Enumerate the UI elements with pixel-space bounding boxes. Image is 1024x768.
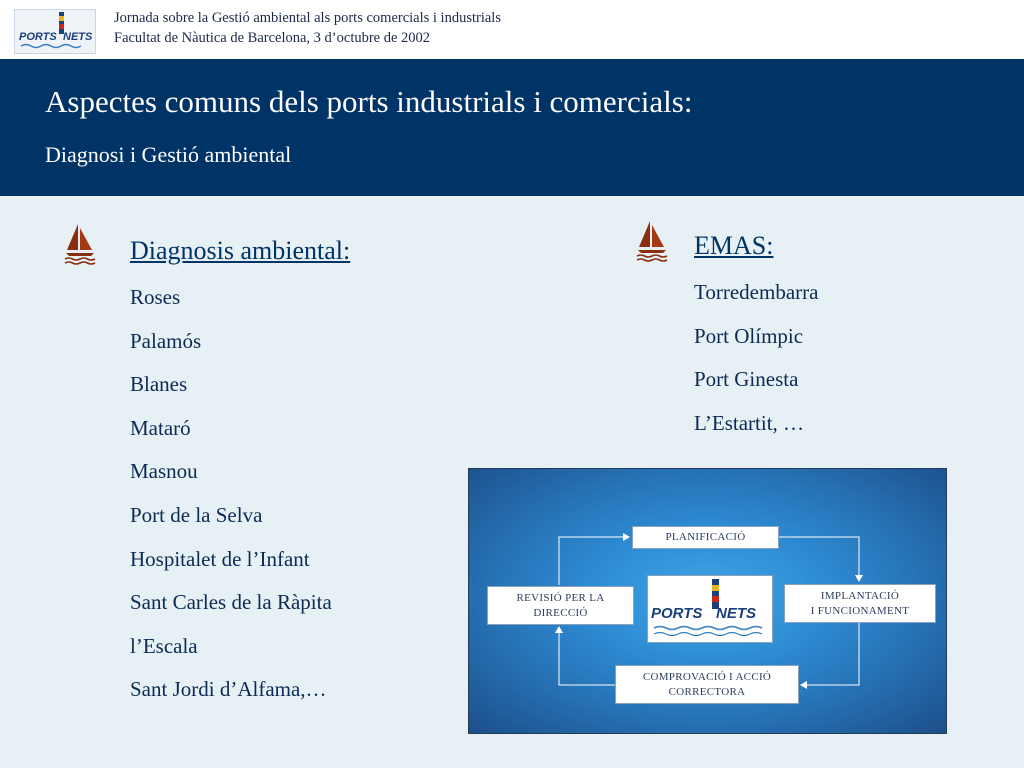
sailboat-bullet-icon <box>636 219 668 263</box>
list-item: Hospitalet de l’Infant <box>130 546 310 571</box>
list-item: Sant Carles de la Ràpita <box>130 590 332 615</box>
list-item: Mataró <box>130 415 191 440</box>
title-band <box>0 59 1024 196</box>
emas-port-list <box>694 279 818 453</box>
list-item: Port Olímpic <box>694 323 804 348</box>
planificacio-box: PLANIFICACIÓ <box>632 526 779 549</box>
slide-subtitle: Diagnosi i Gestió ambiental <box>45 142 292 167</box>
list-item: Masnou <box>130 459 198 484</box>
event-venue: Facultat de Nàutica de Barcelona, 3 d’octubre de 2002 <box>114 30 431 46</box>
list-item: L’Estartit, … <box>694 410 805 435</box>
slide-title: Aspectes comuns dels ports industrials i comercials: <box>45 84 693 119</box>
list-item: Torredembarra <box>694 280 819 304</box>
list-item: Port Ginesta <box>694 367 799 392</box>
emas-heading: EMAS: <box>694 231 774 260</box>
list-item: Palamós <box>130 328 202 353</box>
ports-nets-logo <box>647 575 773 643</box>
diagnosis-heading: Diagnosis ambiental: <box>130 236 351 265</box>
list-item: Port de la Selva <box>130 502 263 527</box>
list-item: Sant Jordi d’Alfama,… <box>130 677 327 702</box>
event-header <box>0 0 1024 59</box>
ports-nets-logo <box>14 9 96 54</box>
svg-text:PORTS: PORTS <box>19 31 57 43</box>
management-cycle-diagram <box>468 468 947 734</box>
implantacio-box: IMPLANTACIÓ I FUNCIONAMENT <box>784 584 936 623</box>
diagnosis-port-list <box>130 284 332 720</box>
event-title: Jornada sobre la Gestió ambiental als ports comercials i industrials <box>114 10 501 26</box>
list-item: Roses <box>130 285 181 309</box>
list-item: Blanes <box>130 372 188 397</box>
svg-text:PORTS: PORTS <box>651 605 703 622</box>
svg-text:NETS: NETS <box>716 605 757 622</box>
list-item: l’Escala <box>130 633 198 658</box>
sailboat-bullet-icon <box>64 222 96 266</box>
comprovacio-box: COMPROVACIÓ I ACCIÓ CORRECTORA <box>615 665 799 704</box>
revisio-box: REVISIÓ PER LA DIRECCIÓ <box>487 586 634 625</box>
svg-text:NETS: NETS <box>63 31 93 43</box>
